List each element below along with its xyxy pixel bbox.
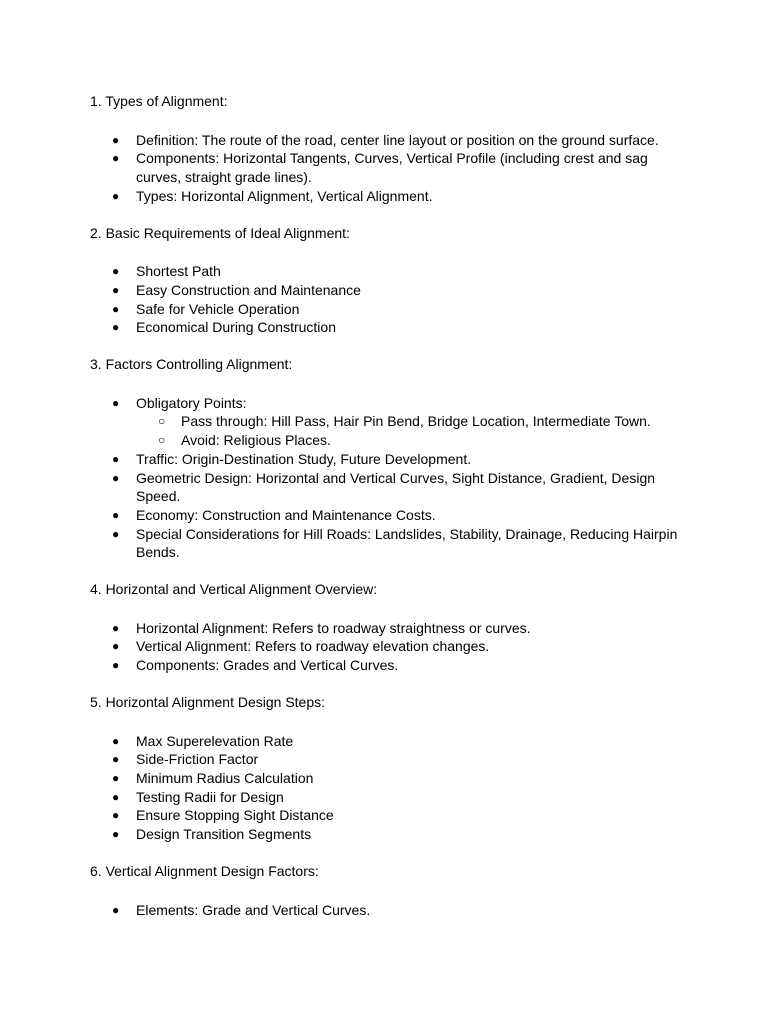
list-item-text: Components: Horizontal Tangents, Curves, Vertical Profile (including crest and sag curves, straight grade lines). — [136, 150, 648, 186]
bullet-icon: ● — [112, 264, 120, 279]
list-item — [90, 750, 690, 769]
bullet-icon: ● — [112, 301, 120, 316]
section-list-2 — [90, 262, 690, 337]
bullet-icon: ● — [112, 451, 120, 466]
hollow-bullet-icon: ○ — [158, 433, 166, 448]
list-item-text: Shortest Path — [136, 263, 221, 280]
bullet-icon: ● — [112, 902, 120, 917]
list-item-text: Minimum Radius Calculation — [136, 769, 314, 786]
bullet-icon: ● — [112, 658, 120, 673]
list-item — [90, 525, 690, 562]
list-item — [90, 506, 690, 525]
section-list-3 — [90, 394, 690, 562]
list-item-text: Obligatory Points: — [136, 394, 247, 411]
list-item — [90, 131, 690, 150]
list-item-text: Special Considerations for Hill Roads: Landslides, Stability, Drainage, Reducing Hairpin Bends. — [136, 525, 678, 561]
list-item-text: Types: Horizontal Alignment, Vertical Alignment. — [136, 187, 433, 204]
list-item-text: Easy Construction and Maintenance — [136, 281, 361, 298]
document-page — [90, 92, 690, 937]
sublist-item — [136, 431, 690, 450]
section-heading-3: 3. Factors Controlling Alignment: — [90, 356, 293, 373]
bullet-icon: ● — [112, 526, 120, 541]
list-item — [90, 788, 690, 807]
list-item-text: Traffic: Origin-Destination Study, Future Development. — [136, 450, 472, 467]
bullet-icon: ● — [112, 282, 120, 297]
list-item — [90, 806, 690, 825]
bullet-icon: ● — [112, 808, 120, 823]
bullet-icon: ● — [112, 733, 120, 748]
bullet-icon: ● — [112, 470, 120, 485]
list-item-text: Design Transition Segments — [136, 826, 312, 843]
list-item — [90, 300, 690, 319]
list-item — [90, 732, 690, 751]
list-item — [90, 469, 690, 506]
list-item — [90, 394, 690, 450]
list-item — [90, 619, 690, 638]
list-item-text: Definition: The route of the road, center line layout or position on the ground surface. — [136, 131, 659, 148]
list-item-text: Economy: Construction and Maintenance Costs. — [136, 506, 436, 523]
sublist — [136, 412, 690, 449]
list-item-text: Horizontal Alignment: Refers to roadway straightness or curves. — [136, 619, 531, 636]
sublist-item-text: Avoid: Religious Places. — [181, 432, 331, 449]
list-item — [90, 656, 690, 675]
sublist-item-text: Pass through: Hill Pass, Hair Pin Bend, Bridge Location, Intermediate Town. — [181, 413, 651, 430]
section-list-1 — [90, 131, 690, 206]
bullet-icon: ● — [112, 639, 120, 654]
list-item — [90, 187, 690, 206]
list-item-text: Testing Radii for Design — [136, 788, 284, 805]
bullet-icon: ● — [112, 132, 120, 147]
section-list-5 — [90, 732, 690, 844]
bullet-icon: ● — [112, 188, 120, 203]
section-heading-1: 1. Types of Alignment: — [90, 93, 228, 109]
bullet-icon: ● — [112, 827, 120, 842]
list-item-text: Max Superelevation Rate — [136, 732, 294, 749]
list-item — [90, 769, 690, 788]
bullet-icon: ● — [112, 752, 120, 767]
sublist-item — [136, 412, 690, 431]
list-item-text: Vertical Alignment: Refers to roadway elevation changes. — [136, 638, 490, 655]
bullet-icon: ● — [112, 789, 120, 804]
list-item — [90, 637, 690, 656]
section-list-4 — [90, 619, 690, 675]
bullet-icon: ● — [112, 770, 120, 785]
list-item-text: Ensure Stopping Sight Distance — [136, 807, 334, 824]
bullet-icon: ● — [112, 320, 120, 335]
section-list-6 — [90, 901, 690, 920]
list-item — [90, 318, 690, 337]
bullet-icon: ● — [112, 620, 120, 635]
section-heading-4: 4. Horizontal and Vertical Alignment Overview: — [90, 581, 378, 598]
list-item-text: Economical During Construction — [136, 319, 336, 336]
list-item — [90, 149, 690, 186]
bullet-icon: ● — [112, 395, 120, 410]
section-heading-2: 2. Basic Requirements of Ideal Alignment: — [90, 224, 350, 241]
list-item-text: Geometric Design: Horizontal and Vertical Curves, Sight Distance, Gradient, Design Speed. — [136, 469, 656, 505]
list-item-text: Safe for Vehicle Operation — [136, 300, 300, 317]
list-item-text: Elements: Grade and Vertical Curves. — [136, 901, 371, 918]
hollow-bullet-icon: ○ — [158, 414, 166, 429]
list-item — [90, 825, 690, 844]
list-item — [90, 262, 690, 281]
list-item — [90, 901, 690, 920]
list-item-text: Side-Friction Factor — [136, 751, 259, 768]
list-item — [90, 281, 690, 300]
section-heading-6: 6. Vertical Alignment Design Factors: — [90, 862, 319, 879]
section-heading-5: 5. Horizontal Alignment Design Steps: — [90, 693, 326, 710]
bullet-icon: ● — [112, 151, 120, 166]
list-item-text: Components: Grades and Vertical Curves. — [136, 657, 399, 674]
bullet-icon: ● — [112, 507, 120, 522]
list-item — [90, 450, 690, 469]
